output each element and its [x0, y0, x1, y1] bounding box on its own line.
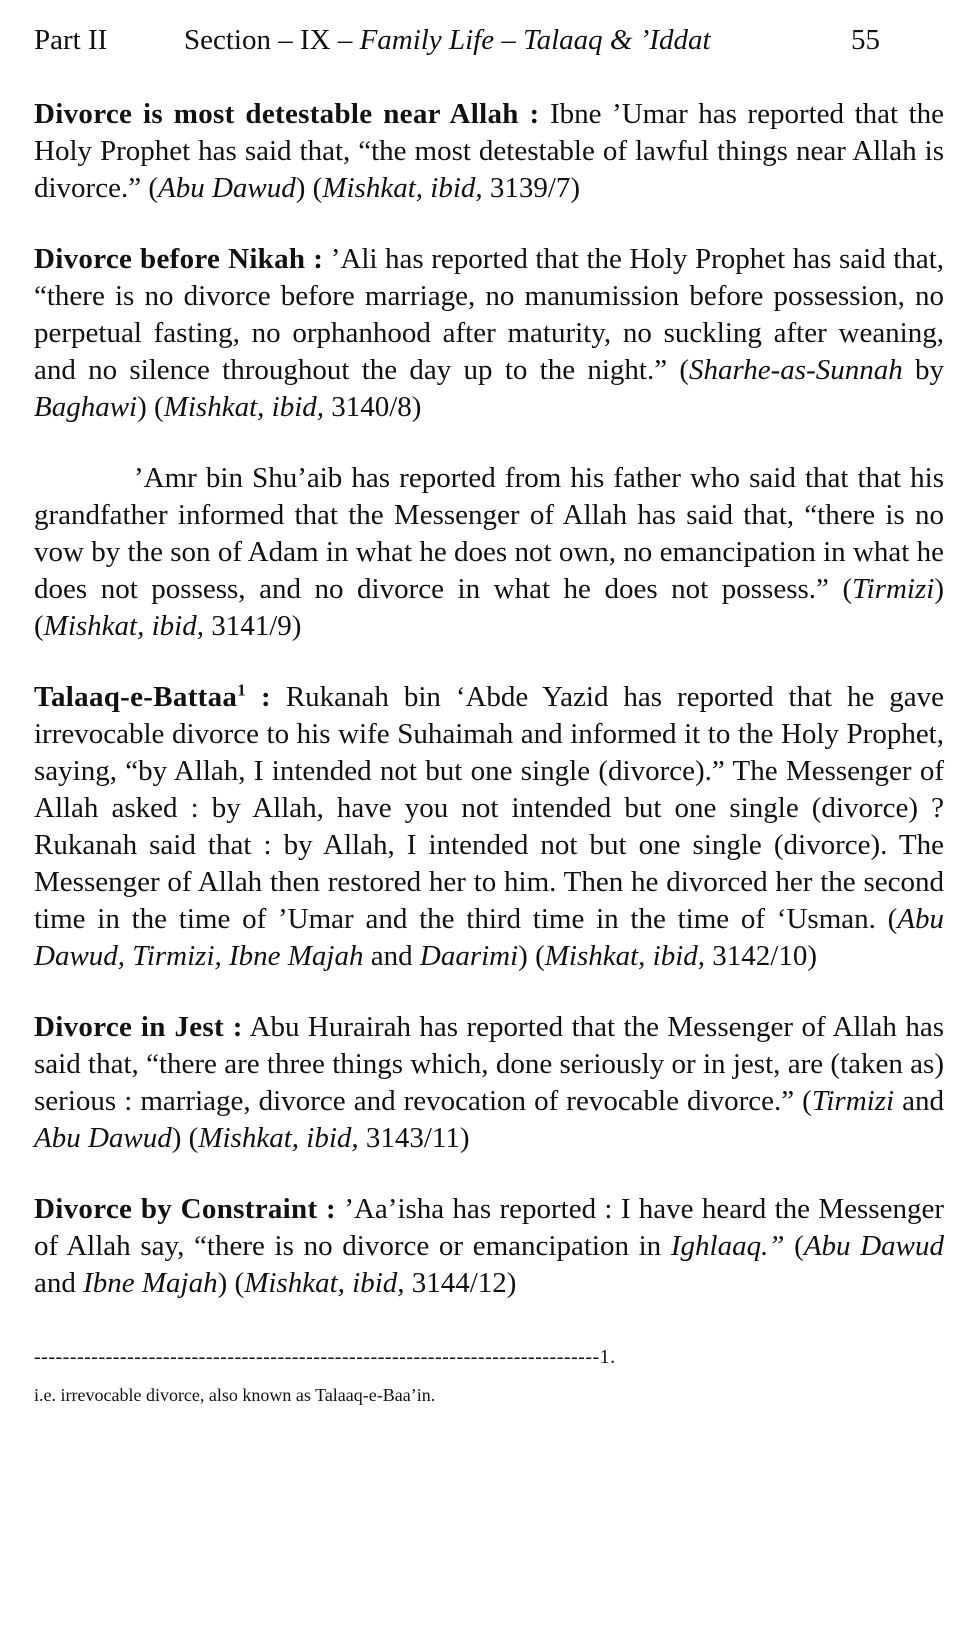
paragraph-heading: Divorce is most detestable near Allah : [34, 98, 540, 130]
paragraph-divorce-in-jest: Divorce in Jest : Abu Hurairah has reported that the Messenger of Allah has said that, “there are three things which, done seriously or in jest, are (taken as) serious : marriage, divorce and revocation of revocable divorce.” (Tirmizi and Abu Dawud) (Mishkat, ibid, 3143/11) [34, 1011, 944, 1154]
page-header [34, 24, 880, 64]
paragraph-talaaq-e-battaa: Talaaq-e-Battaa$^1$ : Rukanah bin ‘Abde Yazid has reported that he gave irrevocable divorce to his wife Suhaimah and informed it to the Holy Prophet, saying, “by Allah, I intended not but one single (divorce).” The Messenger of Allah asked : by Allah, have you not intended but one single (divorce) ? Rukanah said that : by Allah, I intended not but one single (divorce). The Messenger of Allah then restored her to him. Then he divorced her the second time in the time of ’Umar and the third time in the time of ‘Usman. (Abu Dawud, Tirmizi, Ibne Majah and Daarimi) (Mishkat, ibid, 3142/10) [34, 680, 944, 972]
page-number: 55 [851, 24, 880, 56]
header-section: Section – IX – Family Life – Talaaq & ’Iddat [184, 24, 711, 56]
body-text [34, 96, 944, 1336]
paragraph-heading: Divorce in Jest : [34, 1011, 243, 1043]
paragraph-heading: Talaaq-e-Battaa [34, 681, 238, 713]
paragraph-heading: Divorce before Nikah : [34, 243, 324, 275]
paragraph-amr-bin-shuaib: ’Amr bin Shu’aib has reported from his father who said that that his grandfather informed that the Messenger of Allah has said that, “there is no vow by the son of Adam in what he does not own, no emancipation in what he does not possess, and no divorce in what he does not possess.” (Tirmizi) (Mishkat, ibid, 3141/9) [34, 462, 944, 642]
paragraph-divorce-by-constraint: Divorce by Constraint : ’Aa’isha has reported : I have heard the Messenger of Allah say, “there is no divorce or emancipation in Ighlaaq.” (Abu Dawud and Ibne Majah) (Mishkat, ibid, 3144/12) [34, 1193, 944, 1299]
footnote-marker: 1 [237, 680, 246, 700]
header-part: Part II [34, 24, 108, 56]
paragraph-heading: Divorce by Constraint : [34, 1193, 336, 1225]
paragraph-before-nikah: Divorce before Nikah : ’Ali has reported that the Holy Prophet has said that, “there is no divorce before marriage, no manumission before possession, no perpetual fasting, no orphanhood after maturity, no suckling after weaning, and no silence throughout the day up to the night.” (Sharhe-as-Sunnah by Baghawi) (Mishkat, ibid, 3140/8) [34, 243, 944, 423]
paragraph-detestable: Divorce is most detestable near Allah : Ibne ’Umar has reported that the Holy Prophet has said that, “the most detestable of lawful things near Allah is divorce.” (Abu Dawud) (Mishkat, ibid, 3139/7) [34, 98, 945, 204]
footnote-text: i.e. irrevocable divorce, also known as Talaaq-e-Baa’in. [34, 1385, 436, 1405]
footnote-separator: -------------------------------------------------------------------------------1. [34, 1346, 616, 1368]
